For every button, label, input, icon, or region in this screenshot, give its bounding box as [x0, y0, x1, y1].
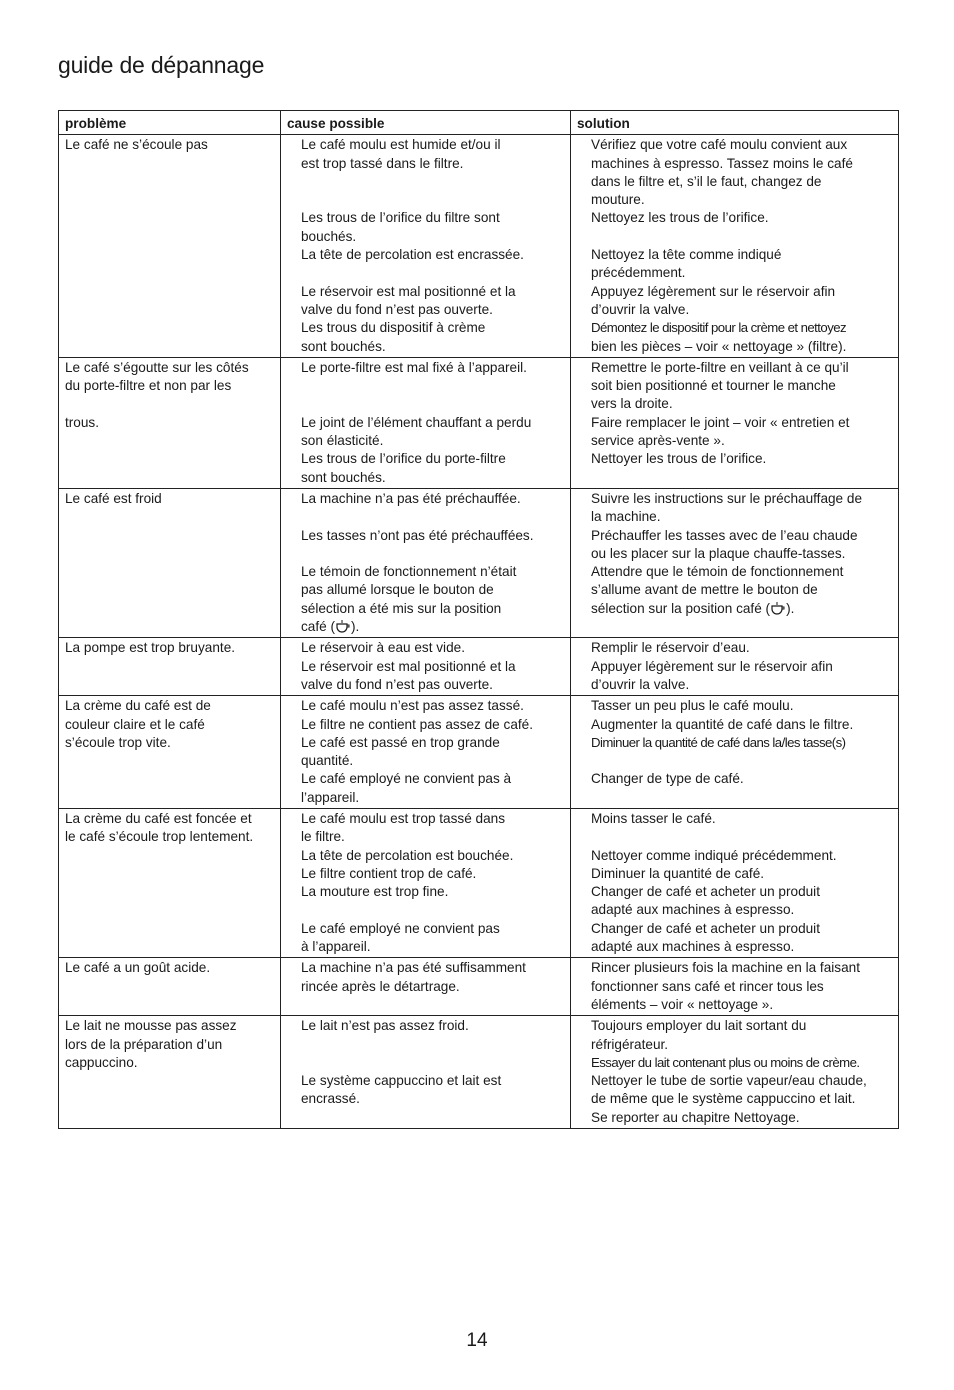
solution-line: Nettoyer le tube de sortie vapeur/eau chaude,: [591, 1073, 867, 1089]
cause-cell: [281, 357, 571, 488]
problem-cell: [59, 135, 281, 358]
cause-line: sélection a été mis sur la position: [301, 600, 502, 616]
cause-line: Le système cappuccino et lait est: [301, 1073, 502, 1089]
solution-line: Remettre le porte-filtre en veillant à ce qu’il: [591, 359, 849, 375]
solution-line: Changer de café et acheter un produit: [591, 920, 820, 936]
solution-line: bien les pièces – voir « nettoyage » (filtre).: [591, 338, 847, 354]
solution-line: Appuyez légèrement sur le réservoir afin: [591, 283, 836, 299]
solution-line: Attendre que le témoin de fonctionnement: [591, 564, 844, 580]
solution-line: soit bien positionné et tourner le manche: [591, 378, 836, 394]
problem-line: le café s’écoule trop lentement.: [65, 829, 254, 845]
cause-line: Les trous de l’orifice du filtre sont: [301, 210, 500, 226]
solution-line: machines à espresso. Tassez moins le café: [591, 155, 853, 171]
problem-cell: [59, 638, 281, 696]
table-header-row: [59, 111, 899, 135]
problem-line: La crème du café est de: [65, 698, 211, 714]
solution-line: Se reporter au chapitre Nettoyage.: [591, 1109, 800, 1125]
solution-line: fonctionner sans café et rincer tous les: [591, 978, 824, 994]
problem-cell: [59, 488, 281, 637]
problem-line: du porte-filtre et non par les: [65, 378, 232, 394]
table-row: [59, 808, 899, 957]
solution-cell: [571, 135, 899, 358]
cause-line: valve du fond n’est pas ouverte.: [301, 676, 493, 692]
solution-line: Démontez le dispositif pour la crème et nettoyez: [591, 320, 847, 336]
header-problem: problème: [59, 111, 281, 135]
solution-line: Diminuer la quantité de café dans la/les tasse(s): [591, 734, 846, 750]
cause-line: Le porte-filtre est mal fixé à l’appareil.: [301, 359, 527, 375]
solution-line: Moins tasser le café.: [591, 810, 716, 826]
solution-line: de même que le système cappuccino et lait.: [591, 1091, 856, 1107]
problem-line: s’écoule trop vite.: [65, 734, 171, 750]
cause-line: valve du fond n’est pas ouverte.: [301, 301, 493, 317]
cause-line: l’appareil.: [301, 789, 360, 805]
solution-line: Faire remplacer le joint – voir « entretien et: [591, 414, 850, 430]
solution-line: la machine.: [591, 509, 661, 525]
problem-cell: [59, 696, 281, 809]
solution-line: Essayer du lait contenant plus ou moins de crème.: [591, 1054, 860, 1070]
solution-line: adapté aux machines à espresso.: [591, 902, 795, 918]
cause-line: à l’appareil.: [301, 939, 371, 955]
solution-cell: [571, 1016, 899, 1129]
solution-suffix: ).: [786, 600, 795, 616]
problem-line: La pompe est trop bruyante.: [65, 640, 236, 656]
header-cause: cause possible: [281, 111, 571, 135]
solution-line: mouture.: [591, 192, 645, 208]
solution-line: d’ouvrir la valve.: [591, 676, 690, 692]
solution-cell: [571, 488, 899, 637]
table-row: [59, 958, 899, 1016]
cup-icon: [335, 619, 351, 633]
solution-line: Appuyer légèrement sur le réservoir afin: [591, 658, 833, 674]
solution-line: Préchauffer les tasses avec de l’eau chaude: [591, 527, 858, 543]
solution-line: s’allume avant de mettre le bouton de: [591, 582, 818, 598]
cause-line: Les tasses n’ont pas été préchauffées.: [301, 527, 534, 543]
solution-line: réfrigérateur.: [591, 1036, 669, 1052]
problem-cell: [59, 357, 281, 488]
line-gap: [301, 173, 568, 191]
cause-line: Le joint de l’élément chauffant a perdu: [301, 414, 532, 430]
cause-line: Le café employé ne convient pas: [301, 920, 500, 936]
cause-line: Le réservoir est mal positionné et la: [301, 283, 516, 299]
cause-line: encrassé.: [301, 1091, 360, 1107]
solution-line: Remplir le réservoir d’eau.: [591, 640, 750, 656]
line-gap: [301, 191, 568, 209]
cause-line: le filtre.: [301, 829, 345, 845]
cause-line: La machine n’a pas été suffisamment: [301, 960, 526, 976]
solution-line: Nettoyez les trous de l’orifice.: [591, 210, 769, 226]
cause-line: rincée après le détartrage.: [301, 978, 460, 994]
cause-line: La tête de percolation est bouchée.: [301, 847, 514, 863]
solution-line: dans le filtre et, s’il le faut, changez de: [591, 173, 822, 189]
line-gap: [301, 1054, 568, 1072]
solution-line: ou les placer sur la plaque chauffe-tasses.: [591, 545, 846, 561]
problem-cell: [59, 808, 281, 957]
problem-line: cappuccino.: [65, 1054, 138, 1070]
table-row: [59, 1016, 899, 1129]
cause-cell: [281, 488, 571, 637]
cause-cell: [281, 1016, 571, 1129]
cause-line: Les trous du dispositif à crème: [301, 320, 486, 336]
solution-line: Augmenter la quantité de café dans le filtre.: [591, 716, 854, 732]
solution-line: Nettoyer les trous de l’orifice.: [591, 451, 767, 467]
solution-cell: [571, 696, 899, 809]
solution-line: Vérifiez que votre café moulu convient aux: [591, 137, 848, 153]
cause-line: sont bouchés.: [301, 469, 386, 485]
solution-line: sélection sur la position café ( ).: [591, 600, 795, 616]
table-row: [59, 135, 899, 358]
table-row: [59, 357, 899, 488]
solution-line: Rincer plusieurs fois la machine en la faisant: [591, 960, 860, 976]
cause-line: Le lait n’est pas assez froid.: [301, 1018, 469, 1034]
problem-line: Le café est froid: [65, 490, 162, 506]
line-gap: [301, 508, 568, 526]
line-gap: [301, 901, 568, 919]
line-gap: [591, 752, 896, 770]
problem-line: Le café ne s’écoule pas: [65, 137, 208, 153]
cause-line: café ( ).: [301, 619, 360, 635]
table-row: [59, 488, 899, 637]
line-gap: [301, 377, 568, 395]
cause-cell: [281, 696, 571, 809]
solution-cell: [571, 958, 899, 1016]
solution-line: Tasser un peu plus le café moulu.: [591, 698, 794, 714]
cause-line: Le filtre contient trop de café.: [301, 865, 477, 881]
cause-line: Le café moulu n’est pas assez tassé.: [301, 698, 524, 714]
cause-cell: [281, 808, 571, 957]
line-gap: [65, 395, 276, 413]
solution-cell: [571, 638, 899, 696]
solution-line: Changer de café et acheter un produit: [591, 884, 820, 900]
problem-line: trous.: [65, 414, 99, 430]
line-gap: [591, 228, 896, 246]
cause-line: Le café est passé en trop grande: [301, 734, 500, 750]
solution-line: Nettoyer comme indiqué précédemment.: [591, 847, 837, 863]
line-gap: [301, 545, 568, 563]
solution-line: adapté aux machines à espresso.: [591, 939, 795, 955]
line-gap: [591, 828, 896, 846]
table-row: [59, 696, 899, 809]
cause-line: Le réservoir à eau est vide.: [301, 640, 465, 656]
solution-cell: [571, 357, 899, 488]
cause-line: Le café employé ne convient pas à: [301, 771, 512, 787]
cause-line: son élasticité.: [301, 433, 384, 449]
problem-line: La crème du café est foncée et: [65, 810, 252, 826]
solution-line: Diminuer la quantité de café.: [591, 865, 765, 881]
problem-line: Le café a un goût acide.: [65, 960, 211, 976]
problem-line: lors de la préparation d’un: [65, 1036, 223, 1052]
line-gap: [301, 395, 568, 413]
solution-line: vers la droite.: [591, 396, 673, 412]
cause-line: quantité.: [301, 753, 354, 769]
cause-line: Le témoin de fonctionnement n’était: [301, 564, 517, 580]
problem-line: couleur claire et le café: [65, 716, 205, 732]
solution-line: précédemment.: [591, 265, 686, 281]
cup-icon: [770, 601, 786, 615]
solution-line: d’ouvrir la valve.: [591, 301, 690, 317]
solution-line: Toujours employer du lait sortant du: [591, 1018, 807, 1034]
cause-cell: [281, 958, 571, 1016]
header-solution: solution: [571, 111, 899, 135]
cause-cell: [281, 135, 571, 358]
table-row: [59, 638, 899, 696]
cause-line: pas allumé lorsque le bouton de: [301, 582, 494, 598]
problem-cell: [59, 1016, 281, 1129]
solution-line: Suivre les instructions sur le préchauffage de: [591, 490, 863, 506]
cause-suffix: ).: [351, 619, 360, 635]
line-gap: [301, 1036, 568, 1054]
solution-cell: [571, 808, 899, 957]
cause-line: bouchés.: [301, 228, 357, 244]
problem-line: Le café s’égoutte sur les côtés: [65, 359, 249, 375]
cause-line: Le réservoir est mal positionné et la: [301, 658, 516, 674]
problem-cell: [59, 958, 281, 1016]
solution-line: Changer de type de café.: [591, 771, 744, 787]
cause-line: La tête de percolation est encrassée.: [301, 247, 524, 263]
solution-line: service après-vente ».: [591, 433, 725, 449]
troubleshooting-table: [58, 110, 899, 1129]
page-number: 14: [466, 1330, 488, 1351]
cause-line: Les trous de l’orifice du porte-filtre: [301, 451, 506, 467]
solution-line: Nettoyez la tête comme indiqué: [591, 247, 782, 263]
cause-line: est trop tassé dans le filtre.: [301, 155, 464, 171]
line-gap: [301, 264, 568, 282]
cause-line: Le café moulu est trop tassé dans: [301, 810, 506, 826]
cause-line: sont bouchés.: [301, 338, 386, 354]
cause-line: La machine n’a pas été préchauffée.: [301, 490, 521, 506]
solution-line: éléments – voir « nettoyage ».: [591, 996, 774, 1012]
cause-line: La mouture est trop fine.: [301, 884, 449, 900]
cause-cell: [281, 638, 571, 696]
cause-line: Le filtre ne contient pas assez de café.: [301, 716, 533, 732]
problem-line: Le lait ne mousse pas assez: [65, 1018, 237, 1034]
page-title: guide de dépannage: [58, 52, 265, 78]
cause-line: Le café moulu est humide et/ou il: [301, 137, 501, 153]
